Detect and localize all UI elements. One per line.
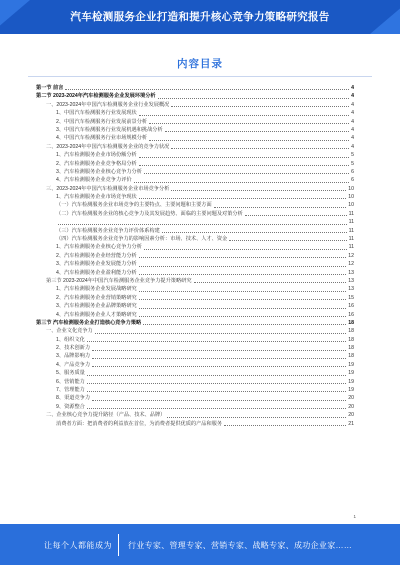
toc-entry-title: 第三节 汽车检测服务企业打造核心竞争力策略 [36,319,142,326]
toc-entry-title: 第一节 前言 [36,84,64,91]
toc-entry-page: 15 [348,294,354,301]
toc-entry-title: 8、渠道竞争力 [56,395,91,402]
toc-entry-title: 2、汽车检测服务企业经营能力分析 [56,252,137,259]
toc-entry[interactable] [36,277,354,285]
toc-entry[interactable] [36,109,354,117]
toc-entry-page: 20 [348,395,354,402]
toc-entry[interactable] [36,126,354,134]
toc-leader-dots [139,316,347,317]
toc-entry-title: （一）汽车检测服务企业市场竞争的主要特点、主要问题和主要方面 [56,202,212,209]
toc-entry-title: 6、营销能力 [56,378,85,385]
report-title: 汽车检测服务企业打造和提升核心竞争力策略研究报告 [70,11,330,23]
toc-leader-dots [139,115,349,116]
toc-leader-dots [224,425,346,426]
toc-entry-page: 4 [351,143,354,150]
toc-entry-title: 第三节 2023-2024年中国汽车检测服务企业竞争力提升策略研究 [46,277,192,284]
toc-entry-title: 5、服务质量 [56,370,85,377]
toc-divider [28,76,372,77]
toc-entry-page: 11 [348,210,354,217]
toc-leader-dots [87,408,346,409]
toc-entry[interactable] [36,327,354,335]
toc-entry-title: 1、汽车检测服务企业市场竞争现状 [56,194,137,201]
toc-entry[interactable] [36,185,354,193]
toc-entry-title: 4、汽车检测服务企业竞争力评价 [56,177,132,184]
toc-entry[interactable] [36,84,354,92]
toc-entry-page: 12 [348,261,354,268]
toc-entry-page: 18 [348,319,354,326]
toc-entry[interactable] [36,269,354,277]
toc-entry-page: 6 [351,168,354,175]
toc-entry-page: 10 [348,202,354,209]
toc-entry-page: 5 [351,152,354,159]
toc-leader-dots [245,215,347,216]
page-number: 1 [353,514,356,519]
toc-entry[interactable] [36,411,354,419]
toc-entry[interactable] [36,319,354,327]
toc-leader-dots [165,131,349,132]
footer-divider [118,534,119,556]
toc-entry-page: 11 [348,236,354,243]
toc-leader-dots [87,341,346,342]
toc-entry-page: 18 [348,353,354,360]
toc-leader-dots [65,89,349,90]
toc-leader-dots [143,324,346,325]
toc-entry[interactable] [36,311,354,319]
toc-entry-page: 13 [348,277,354,284]
toc-leader-dots [92,366,346,367]
toc-entry[interactable] [36,386,354,394]
toc-leader-dots [92,350,346,351]
toc-leader-dots [87,383,346,384]
toc-leader-dots [214,207,347,208]
toc-leader-dots [144,173,349,174]
toc-entry-title: 3、品牌影响力 [56,353,91,360]
toc-entry-page: 4 [351,110,354,117]
toc-entry[interactable] [36,369,354,377]
toc-entry-page: 5 [351,160,354,167]
toc-entry-page: 19 [348,378,354,385]
toc-entry-title: 9、资源整合 [56,403,85,410]
toc-entry-page: 11 [348,244,354,251]
toc-entry-title: 7、管理能力 [56,387,85,394]
toc-entry-title: 第二节 2023-2024年汽车检测服务企业发展环境分析 [36,93,156,100]
toc-entry-title: 1、汽车检测服务企业核心竞争力分析 [56,244,142,251]
toc-entry[interactable] [36,160,354,168]
toc-entry[interactable] [36,101,354,109]
toc-entry[interactable] [36,252,354,260]
toc-leader-dots [139,274,347,275]
toc-entry-title: 3、汽车检测服务企业发展能力分析 [56,261,137,268]
toc-entry[interactable] [36,403,354,411]
toc-entry-page: 11 [348,227,354,234]
toc-entry-title: 4、产品竞争力 [56,361,91,368]
toc-leader-dots [139,308,347,309]
toc-leader-dots [92,400,346,401]
page-footer [0,524,400,565]
toc-entry-page: 4 [351,118,354,125]
toc-entry-page: 18 [348,345,354,352]
toc-entry-page: 4 [351,135,354,142]
toc-entry-title: 2、汽车检测服务企业营销策略研究 [56,294,137,301]
toc-entry[interactable] [36,227,354,235]
toc-entry-page: 18 [348,328,354,335]
toc-entry[interactable] [36,361,354,369]
toc-entry-page: 4 [351,126,354,133]
toc-entry-title: 一、企业文化竞争力 [46,328,93,335]
toc-entry[interactable] [36,336,354,344]
toc-entry[interactable] [36,420,354,428]
toc-leader-dots [87,391,346,392]
toc-entry[interactable] [36,235,354,243]
toc-entry-title: 2、汽车检测服务企业竞争格局分析 [56,160,137,167]
toc-entry-page: 19 [348,361,354,368]
toc-entry-title: 二、企业核心竞争力提升路径（产品、技术、品牌） [46,412,166,419]
toc-leader-dots [144,249,347,250]
toc-entry-page: 13 [348,269,354,276]
toc-entry-page: 20 [348,412,354,419]
toc-entry[interactable] [36,260,354,268]
toc-entry-title: 4、汽车检测服务企业人才策略研究 [56,311,137,318]
toc-leader-dots [194,282,347,283]
toc-leader-dots [149,140,349,141]
toc-entry-title: 3、中国汽车检测服务行业发展机遇和挑战分析 [56,126,163,133]
toc-leader-dots [139,165,349,166]
toc-entry-title: 2、技术创新力 [56,345,91,352]
toc-leader-dots [139,257,347,258]
toc-entry[interactable] [36,285,354,293]
toc-entry-title: 二、2023-2024年中国汽车检测服务企业的竞争力状况 [46,143,170,150]
toc-leader-dots [171,106,349,107]
toc-entry-page: 11 [348,219,354,226]
table-of-contents [36,84,354,428]
toc-entry-title: （二）汽车检测服务企业的核心竞争力及其发展趋势、面临的主要问题及对策分析 [56,210,243,217]
toc-entry-page: 4 [351,93,354,100]
toc-entry[interactable] [36,218,354,226]
toc-entry-title: 1、中国汽车检测服务行业发展现状 [56,110,137,117]
toc-leader-dots [92,358,346,359]
toc-entry-page: 6 [351,177,354,184]
toc-leader-dots [95,333,347,334]
toc-entry-title: 3、汽车检测服务企业核心竞争力分析 [56,168,142,175]
toc-entry[interactable] [36,176,354,184]
toc-leader-dots [162,232,347,233]
toc-leader-dots [139,291,347,292]
toc-leader-dots [171,190,346,191]
toc-entry[interactable] [36,143,354,151]
toc-leader-dots [139,299,347,300]
toc-entry-title: 4、中国汽车检测服务行业市场规模分析 [56,135,148,142]
toc-entry-page: 18 [348,336,354,343]
footer-slogan: 让每个人都能成为 [44,541,112,550]
toc-entry[interactable] [36,118,354,126]
toc-entry[interactable] [36,201,354,209]
toc-leader-dots [134,182,350,183]
toc-entry-title: 2、中国汽车检测服务行业发展前景分析 [56,118,148,125]
toc-entry-page: 12 [348,252,354,259]
toc-entry[interactable] [36,243,354,251]
toc-entry-title: 3、汽车检测服务企业品牌策略研究 [56,303,137,310]
toc-entry-page: 20 [348,403,354,410]
toc-entry-page: 16 [348,303,354,310]
toc-entry-title: 消费者方面：把消费者的利益放在首位，为消费者提供优质的产品和服务 [56,420,223,427]
toc-entry[interactable] [36,302,354,310]
toc-leader-dots [171,148,349,149]
toc-entry-title: 三、2023-2024年中国汽车检测服务企业市场竞争分析 [46,185,170,192]
toc-leader-dots [139,198,347,199]
toc-leader-dots [87,375,346,376]
toc-leader-dots [229,240,346,241]
toc-entry-page: 19 [348,370,354,377]
toc-entry[interactable] [36,378,354,386]
toc-leader-dots [58,224,347,225]
toc-entry-title: （四）汽车检测服务企业竞争力的影响因素分析：市场、技术、人才、资金 [56,236,228,243]
toc-entry[interactable] [36,394,354,402]
toc-entry[interactable] [36,134,354,142]
toc-entry[interactable] [36,151,354,159]
toc-entry-page: 4 [351,84,354,91]
footer-tagline: 行业专家、管理专家、营销专家、战略专家、成功企业家…… [128,541,353,550]
toc-entry[interactable] [36,92,354,100]
toc-leader-dots [149,123,349,124]
toc-leader-dots [167,417,346,418]
toc-title: 内容目录 [177,58,223,70]
toc-entry-page: 19 [348,387,354,394]
toc-entry-page: 10 [348,194,354,201]
toc-leader-dots [139,157,349,158]
toc-entry-page: 4 [351,101,354,108]
toc-entry-page: 10 [348,185,354,192]
toc-entry-page: 16 [348,311,354,318]
toc-entry-title: （三）汽车检测服务企业竞争力评价体系构建 [56,227,160,234]
toc-entry-page: 13 [348,286,354,293]
toc-entry-page: 21 [348,420,354,427]
toc-entry[interactable] [36,344,354,352]
toc-entry-title: 4、汽车检测服务企业盈利能力分析 [56,269,137,276]
toc-entry[interactable] [36,210,354,218]
toc-leader-dots [139,266,347,267]
toc-entry-title: 1、汽车检测服务企业发展战略研究 [56,286,137,293]
toc-entry[interactable] [36,193,354,201]
toc-leader-dots [158,98,349,99]
toc-entry-title: 1、组织文化 [56,336,85,343]
page-header [0,0,400,34]
toc-entry[interactable] [36,294,354,302]
toc-entry[interactable] [36,353,354,361]
toc-entry-title: 一、2023-2024年中国汽车检测服务企业行业发展概况 [46,101,170,108]
toc-entry-title: 1、汽车检测服务企业市场份额分析 [56,152,137,159]
toc-entry[interactable] [36,168,354,176]
